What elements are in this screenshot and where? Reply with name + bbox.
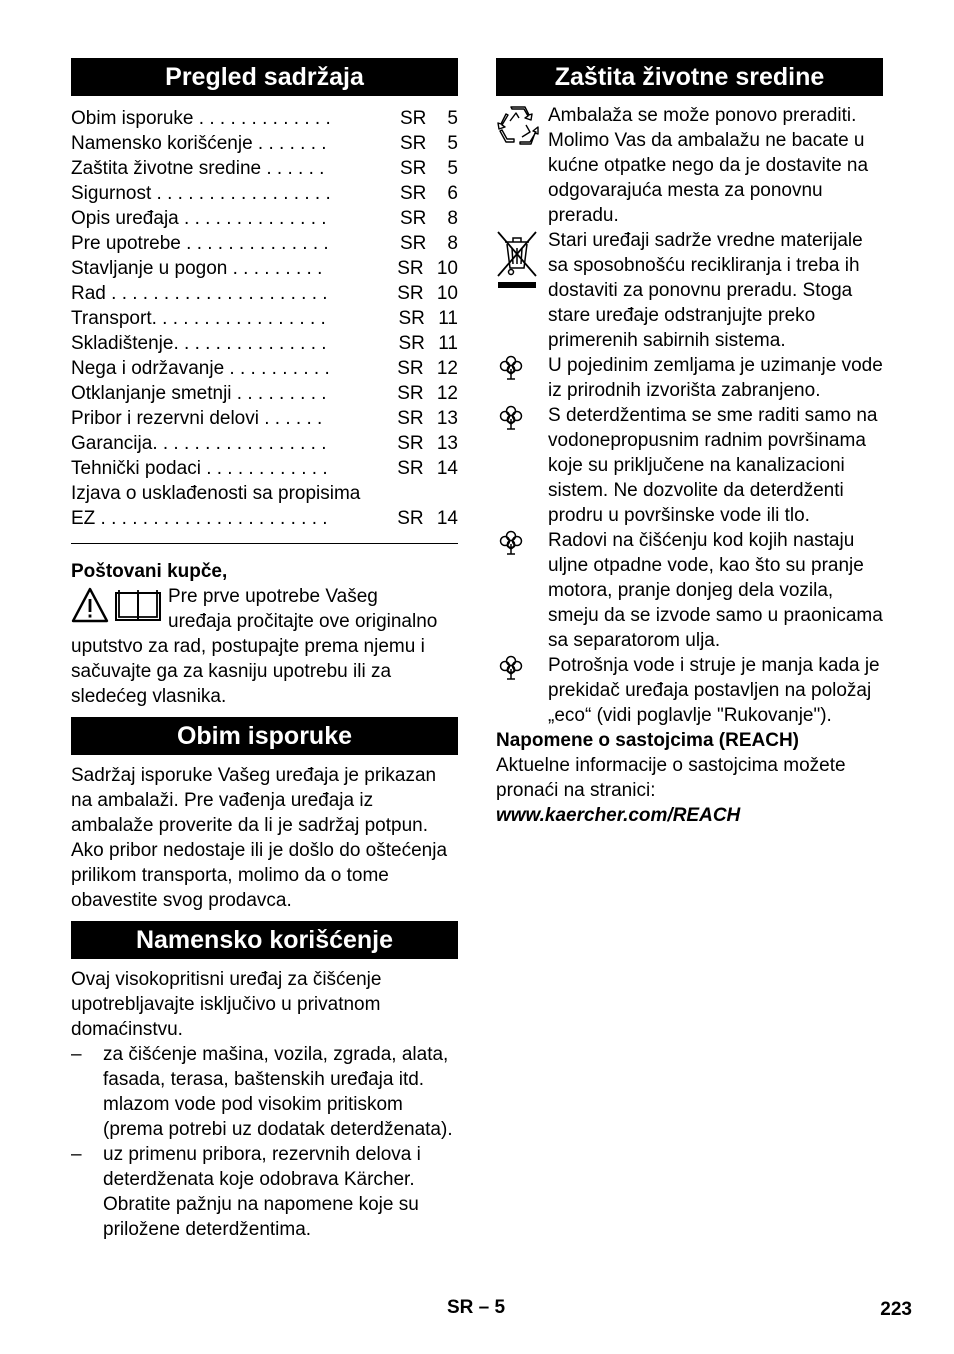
toc-title: EZ . . . . . . . . . . . . . . . . . . . . . . [71, 508, 328, 529]
toc-title-wrapped: Izjava o usklađenosti sa propisima [71, 483, 361, 504]
toc-page: 8 [447, 233, 458, 254]
toc-page: 11 [438, 333, 458, 354]
toc-lang: SR [398, 308, 425, 329]
eco-note [496, 353, 883, 403]
list-item [71, 1142, 458, 1242]
toc-lang: SR [400, 108, 427, 129]
toc-title: Opis uređaja . . . . . . . . . . . . . . [71, 208, 327, 229]
toc-row [71, 506, 458, 531]
eco-note [496, 528, 883, 653]
page-number: 223 [880, 1299, 912, 1320]
right-column [496, 58, 883, 828]
tree-icon [496, 528, 526, 558]
toc-title: Skladištenje. . . . . . . . . . . . . . . [71, 333, 327, 354]
left-column [71, 58, 458, 1242]
tree-icon [496, 353, 526, 383]
table-of-contents [71, 106, 458, 531]
toc-page: 14 [436, 508, 458, 529]
toc-title: Pribor i rezervni delovi . . . . . . [71, 408, 323, 429]
toc-divider [71, 543, 458, 544]
toc-page: 8 [447, 208, 458, 229]
toc-page: 12 [436, 358, 458, 379]
toc-page: 5 [447, 158, 458, 179]
toc-heading: Pregled sadržaja [71, 58, 458, 96]
toc-title: Stavljanje u pogon . . . . . . . . . [71, 258, 323, 279]
scope-paragraph-1: Sadržaj isporuke Vašeg uređaja je prikazan na ambalaži. Pre vađenja uređaja iz ambalaže proverite da li je sadržaj potpun. [71, 765, 437, 836]
list-item-text: za čišćenje mašina, vozila, zgrada, alata, fasada, terasa, baštenskih uređaja itd. mlazom vode pod visokim pritiskom (prema potrebi uz dodatak deterdženata). [103, 1044, 453, 1140]
toc-lang: SR [398, 333, 425, 354]
recycling-icon [496, 105, 540, 145]
dash-bullet: – [71, 1144, 82, 1165]
eco-text: Radovi na čišćenju kod kojih nastaju uljne otpadne vode, kao što su pranje motora, pranje donjeg dela vozila, smeju da se izvode samo u praonicama sa separatorom ulja. [548, 530, 883, 651]
scope-heading: Obim isporuke [71, 717, 458, 755]
weee-note [496, 228, 883, 353]
toc-row [71, 206, 458, 231]
toc-page: 14 [436, 458, 458, 479]
toc-row [71, 406, 458, 431]
greeting: Poštovani kupče, [71, 561, 228, 582]
toc-page: 11 [438, 308, 458, 329]
tree-icon [496, 653, 526, 683]
toc-row [71, 281, 458, 306]
toc-title: Zaštita životne sredine . . . . . . [71, 158, 325, 179]
toc-title: Sigurnost . . . . . . . . . . . . . . . . . [71, 183, 331, 204]
toc-lang: SR [397, 283, 424, 304]
eco-text: S deterdžentima se sme raditi samo na vodonepropusnim radnim površinama koje su priključene na kanalizacioni sistem. Ne dozvolite da deterdženti prodru u površinske vode ili tlo. [548, 405, 878, 526]
toc-page: 13 [436, 408, 458, 429]
section-page-label: SR – 5 [447, 1297, 506, 1318]
toc-row [71, 381, 458, 406]
toc-page: 5 [447, 133, 458, 154]
toc-lang: SR [400, 183, 427, 204]
recycle-note [496, 103, 883, 228]
toc-row [71, 181, 458, 206]
toc-row [71, 131, 458, 156]
toc-title: Namensko korišćenje . . . . . . . [71, 133, 327, 154]
toc-page: 12 [436, 383, 458, 404]
toc-lang: SR [397, 433, 424, 454]
toc-title: Rad . . . . . . . . . . . . . . . . . . . . . [71, 283, 328, 304]
toc-row [71, 231, 458, 256]
toc-title: Otklanjanje smetnji . . . . . . . . . [71, 383, 327, 404]
scope-paragraph-2: Ako pribor nedostaje ili je došlo do oštećenja prilikom transporta, molimo da o tome obavestite svog prodavca. [71, 840, 448, 911]
dash-bullet: – [71, 1044, 82, 1065]
toc-lang: SR [400, 208, 427, 229]
reach-link[interactable]: www.kaercher.com/REACH [496, 805, 741, 826]
eco-text: Potrošnja vode i struje je manja kada je prekidač uređaja postavljen na položaj „eco“ (vidi poglavlje "Rukovanje"). [548, 655, 880, 726]
intro-line-1: Pre prve upotrebe Vašeg [168, 586, 378, 607]
intro-block [71, 584, 458, 709]
toc-lang: SR [397, 258, 424, 279]
toc-lang: SR [397, 408, 424, 429]
list-item [71, 1042, 458, 1142]
warning-manual-icons [71, 587, 163, 623]
toc-lang: SR [397, 458, 424, 479]
toc-page: 13 [436, 433, 458, 454]
recycle-text: Ambalaža se može ponovo preraditi. Molimo Vas da ambalažu ne bacate u kućne otpatke nego da je dostavite na odgovarajuća mesta za ponovnu preradu. [548, 105, 869, 226]
toc-lang: SR [397, 508, 424, 529]
toc-lang: SR [397, 383, 424, 404]
eco-text: U pojedinim zemljama je uzimanje vode iz prirodnih izvorišta zabranjeno. [548, 355, 883, 401]
reach-text: Aktuelne informacije o sastojcima možete pronaći na stranici: [496, 755, 846, 801]
env-heading: Zaštita životne sredine [496, 58, 883, 96]
toc-page: 10 [436, 283, 458, 304]
use-paragraph: Ovaj visokopritisni uređaj za čišćenje upotrebljavajte isključivo u privatnom domaćinstvu. [71, 969, 382, 1040]
toc-lang: SR [397, 358, 424, 379]
manual-book-icon [116, 590, 160, 620]
toc-title: Transport. . . . . . . . . . . . . . . . . [71, 308, 326, 329]
toc-title: Pre upotrebe . . . . . . . . . . . . . . [71, 233, 329, 254]
eco-note [496, 403, 883, 528]
tree-icon [496, 403, 526, 433]
toc-row [71, 256, 458, 281]
toc-title: Garancija. . . . . . . . . . . . . . . . . [71, 433, 327, 454]
toc-row [71, 106, 458, 131]
warning-triangle-icon [73, 589, 107, 621]
intro-line-2: uređaja pročitajte ove originalno [168, 611, 438, 632]
crossed-bin-icon [496, 230, 538, 292]
toc-row [71, 431, 458, 456]
toc-row [71, 356, 458, 381]
toc-title: Tehnički podaci . . . . . . . . . . . . [71, 458, 328, 479]
use-heading: Namensko korišćenje [71, 921, 458, 959]
toc-page: 5 [447, 108, 458, 129]
toc-lang: SR [400, 233, 427, 254]
toc-page: 10 [436, 258, 458, 279]
intro-text: uputstvo za rad, postupajte prema njemu i sačuvajte ga za kasniju upotrebu ili za sledećeg vlasnika. [71, 636, 425, 707]
toc-lang: SR [400, 133, 427, 154]
eco-note [496, 653, 883, 728]
toc-lang: SR [400, 158, 427, 179]
toc-row [71, 331, 458, 356]
toc-title: Nega i održavanje . . . . . . . . . . [71, 358, 330, 379]
toc-page: 6 [447, 183, 458, 204]
toc-title: Obim isporuke . . . . . . . . . . . . . [71, 108, 331, 129]
toc-row [71, 456, 458, 481]
toc-row [71, 156, 458, 181]
toc-row [71, 306, 458, 331]
weee-text: Stari uređaji sadrže vredne materijale sa sposobnošću recikliranja i treba ih dostaviti za ponovnu preradu. Stoga stare uređaje odstranjujte preko primerenih sabirnih sistema. [548, 230, 863, 351]
reach-title: Napomene o sastojcima (REACH) [496, 730, 800, 751]
list-item-text: uz primenu pribora, rezervnih delova i deterdženata koje odobrava Kärcher. Obratite pažnju na napomene koje su priložene deterdžentima. [103, 1144, 421, 1240]
